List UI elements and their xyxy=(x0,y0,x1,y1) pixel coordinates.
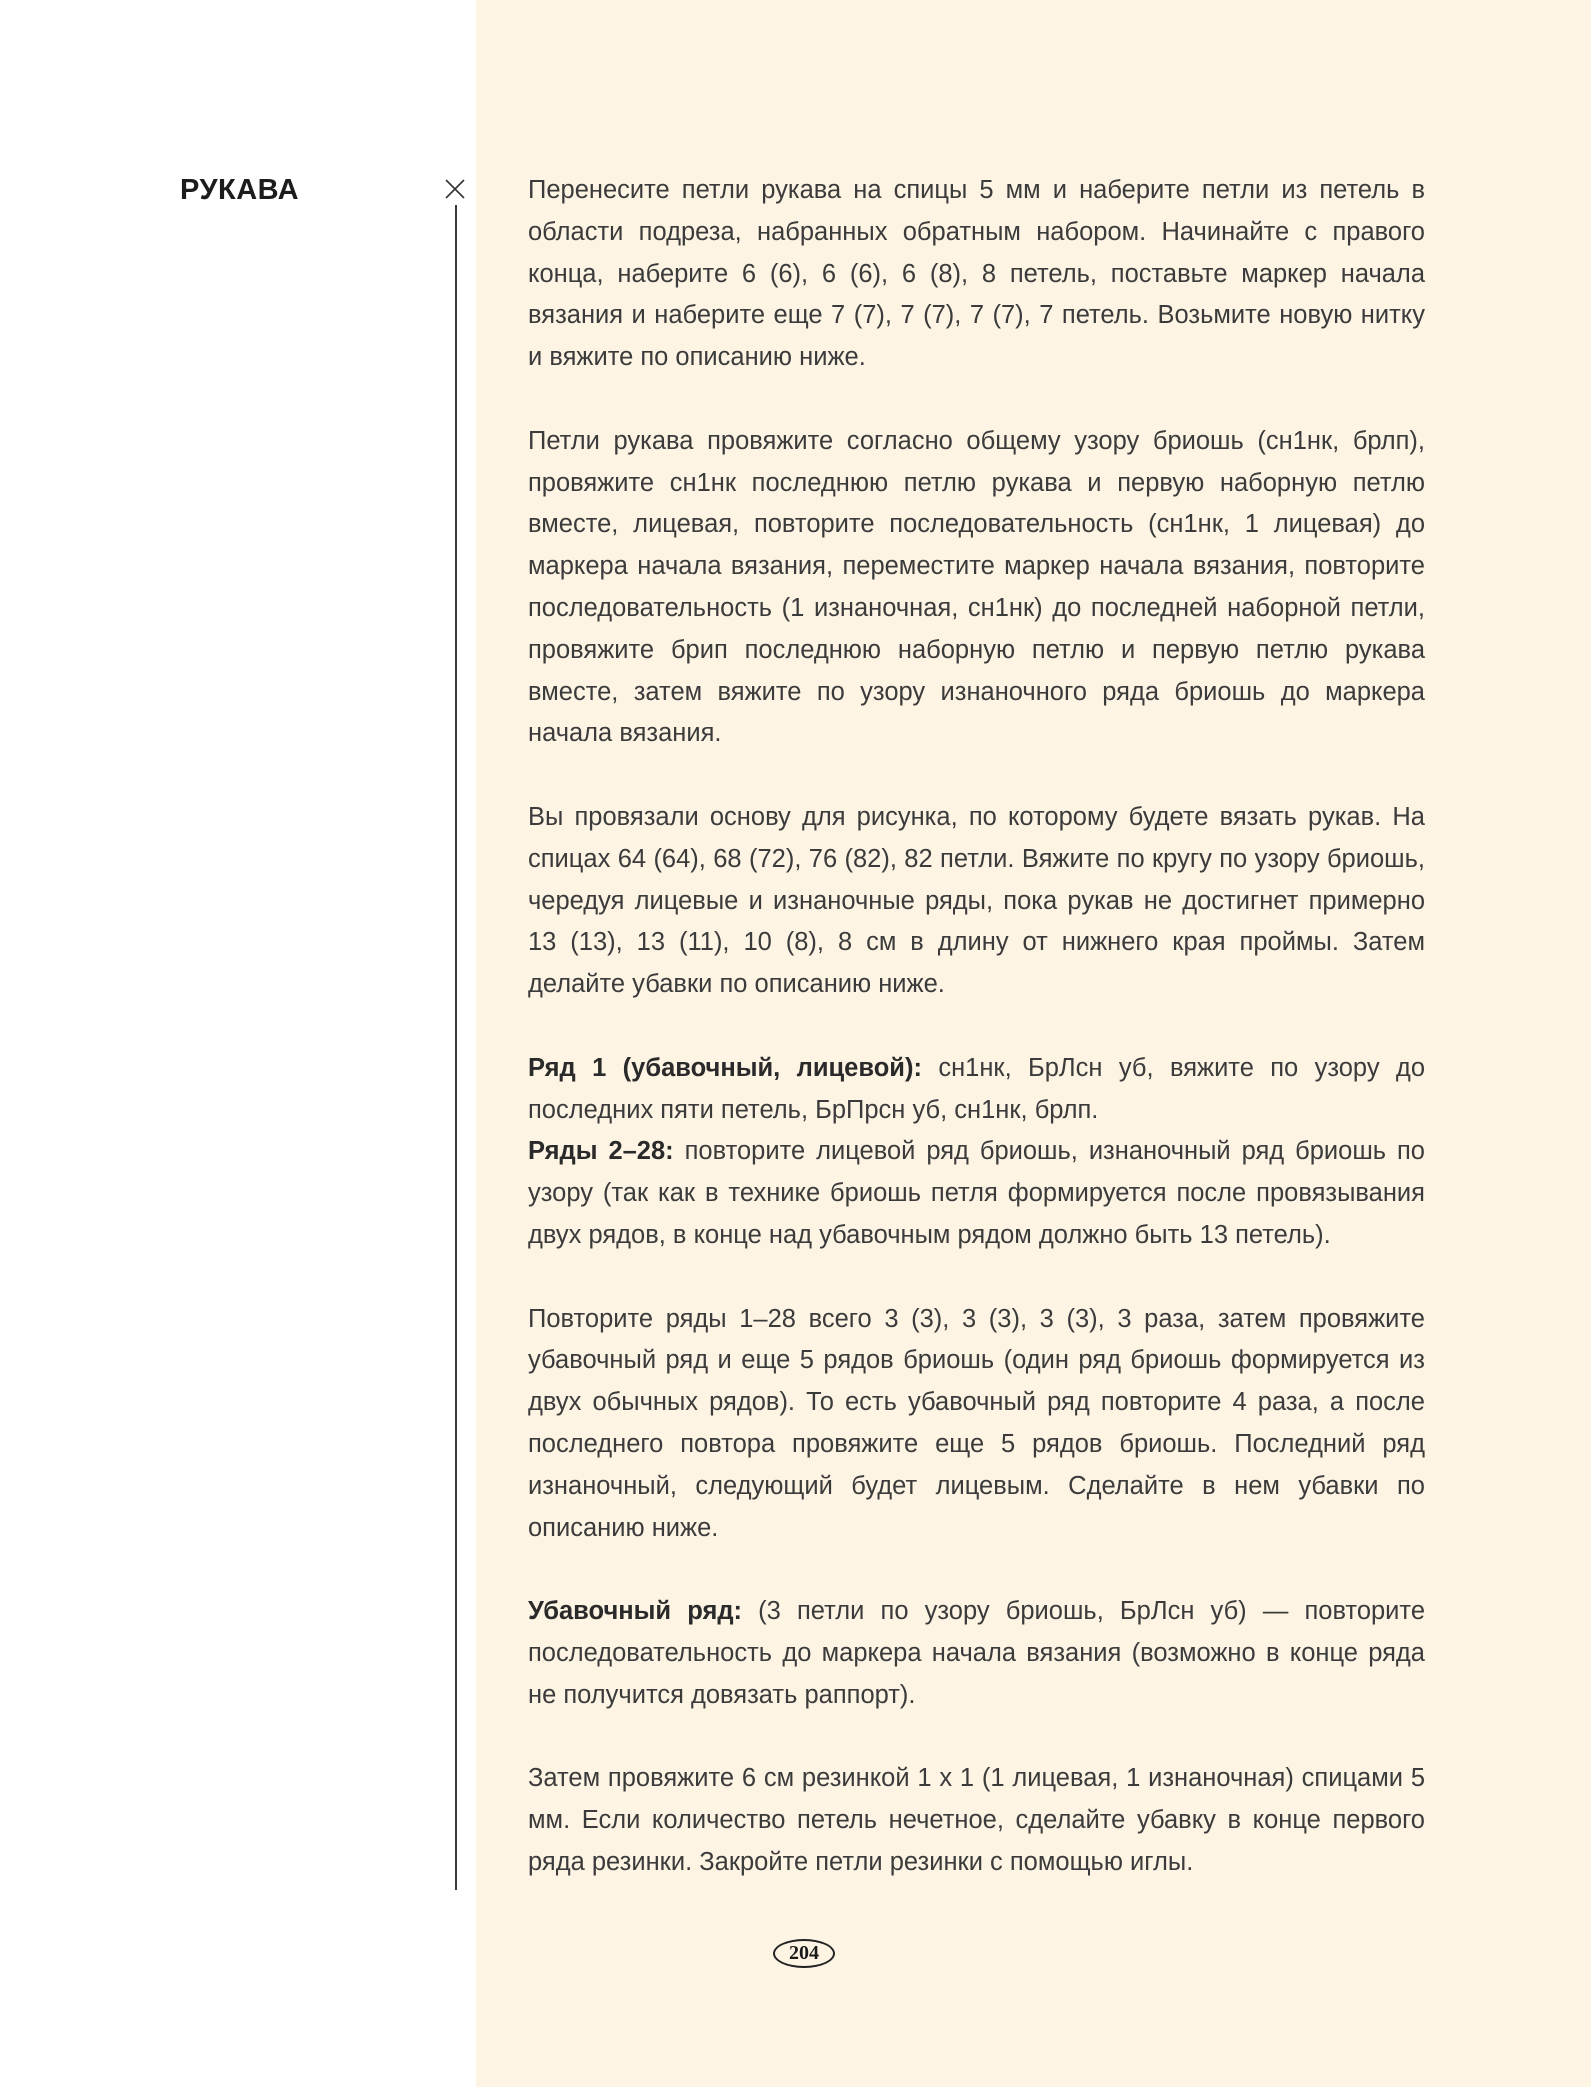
section-title: РУКАВА xyxy=(180,174,300,206)
paragraph-text: Затем провяжите 6 см резинкой 1 х 1 (1 лицевая, 1 изнаночная) спицами 5 мм. Если количество петель нечетное, сделайте убавку в конце первого ряда резинки. Закройте петли резинки с помощью иглы. xyxy=(528,1764,1425,1876)
cross-mark-icon xyxy=(444,178,466,200)
paragraph-text: Вы провязали основу для рисунка, по которому будете вязать рукав. На спицах 64 (64), 68 (72), 76 (82), 82 петли. Вяжите по кругу по узору бриошь, чередуя лицевые и изнаночные ряды, пока рукав не достигнет примерно 13 (13), 13 (11), 10 (8), 8 см в длину от нижнего края проймы. Затем делайте убавки по описанию ниже. xyxy=(528,802,1425,999)
instructions-body xyxy=(528,170,1425,1884)
paragraph-text: Перенесите петли рукава на спицы 5 мм и наберите петли из петель в области подреза, набранных обратным набором. Начинайте с правого конца, наберите 6 (6), 6 (6), 6 (8), 8 петель, поставьте маркер начала вязания и наберите еще 7 (7), 7 (7), 7 (7), 7 петель. Возьмите новую нитку и вяжите по описанию ниже. xyxy=(528,176,1425,372)
paragraph xyxy=(528,421,1425,755)
paragraph xyxy=(528,1758,1425,1883)
paragraph xyxy=(528,170,1425,379)
row-instruction xyxy=(528,1131,1425,1256)
page-number: 204 xyxy=(773,1939,835,1968)
paragraph xyxy=(528,797,1425,1006)
row-label: Ряды 2–28: xyxy=(528,1137,674,1166)
paragraph xyxy=(528,1299,1425,1550)
vertical-divider xyxy=(455,205,457,1890)
paragraph-text: Петли рукава провяжите согласно общему узору бриошь (сн1нк, брлп), провяжите сн1нк последнюю петлю рукава и первую наборную петлю вместе, лицевая, повторите последовательность (сн1нк, 1 лицевая) до маркера начала вязания, переместите маркер начала вязания, повторите последовательность (1 изнаночная, сн1нк) до последней наборной петли, провяжите брип последнюю наборную петлю и первую петлю рукава вместе, затем вяжите по узору изнаночного ряда бриошь до маркера начала вязания. xyxy=(528,426,1425,748)
paragraph-text: Повторите ряды 1–28 всего 3 (3), 3 (3), 3 (3), 3 раза, затем провяжите убавочный ряд и еще 5 рядов бриошь (один ряд бриошь формируется из двух обычных рядов). То есть убавочный ряд повторите 4 раза, а после последнего повтора провяжите еще 5 рядов бриошь. Последний ряд изнаночный, следующий будет лицевым. Сделайте в нем убавки по описанию ниже. xyxy=(528,1304,1425,1542)
row-label: Убавочный ряд: xyxy=(528,1597,743,1626)
row-instruction xyxy=(528,1048,1425,1132)
row-instruction xyxy=(528,1591,1425,1716)
row-label: Ряд 1 (убавочный, лицевой): xyxy=(528,1053,922,1082)
row-text: (3 петли по узору бриошь, БрЛсн уб) — повторите последовательность до маркера начала вязания (возможно в конце ряда не получится довязать раппорт). xyxy=(528,1597,1426,1709)
row-text: сн1нк, БрЛсн уб, вяжите по узору до последних пяти петель, БрПрсн уб, сн1нк, брлп. xyxy=(528,1053,1425,1124)
row-text: повторите лицевой ряд бриошь, изнаночный ряд бриошь по узору (так как в технике бриошь петля формируется после провязывания двух рядов, в конце над убавочным рядом должно быть 13 петель). xyxy=(528,1137,1425,1249)
